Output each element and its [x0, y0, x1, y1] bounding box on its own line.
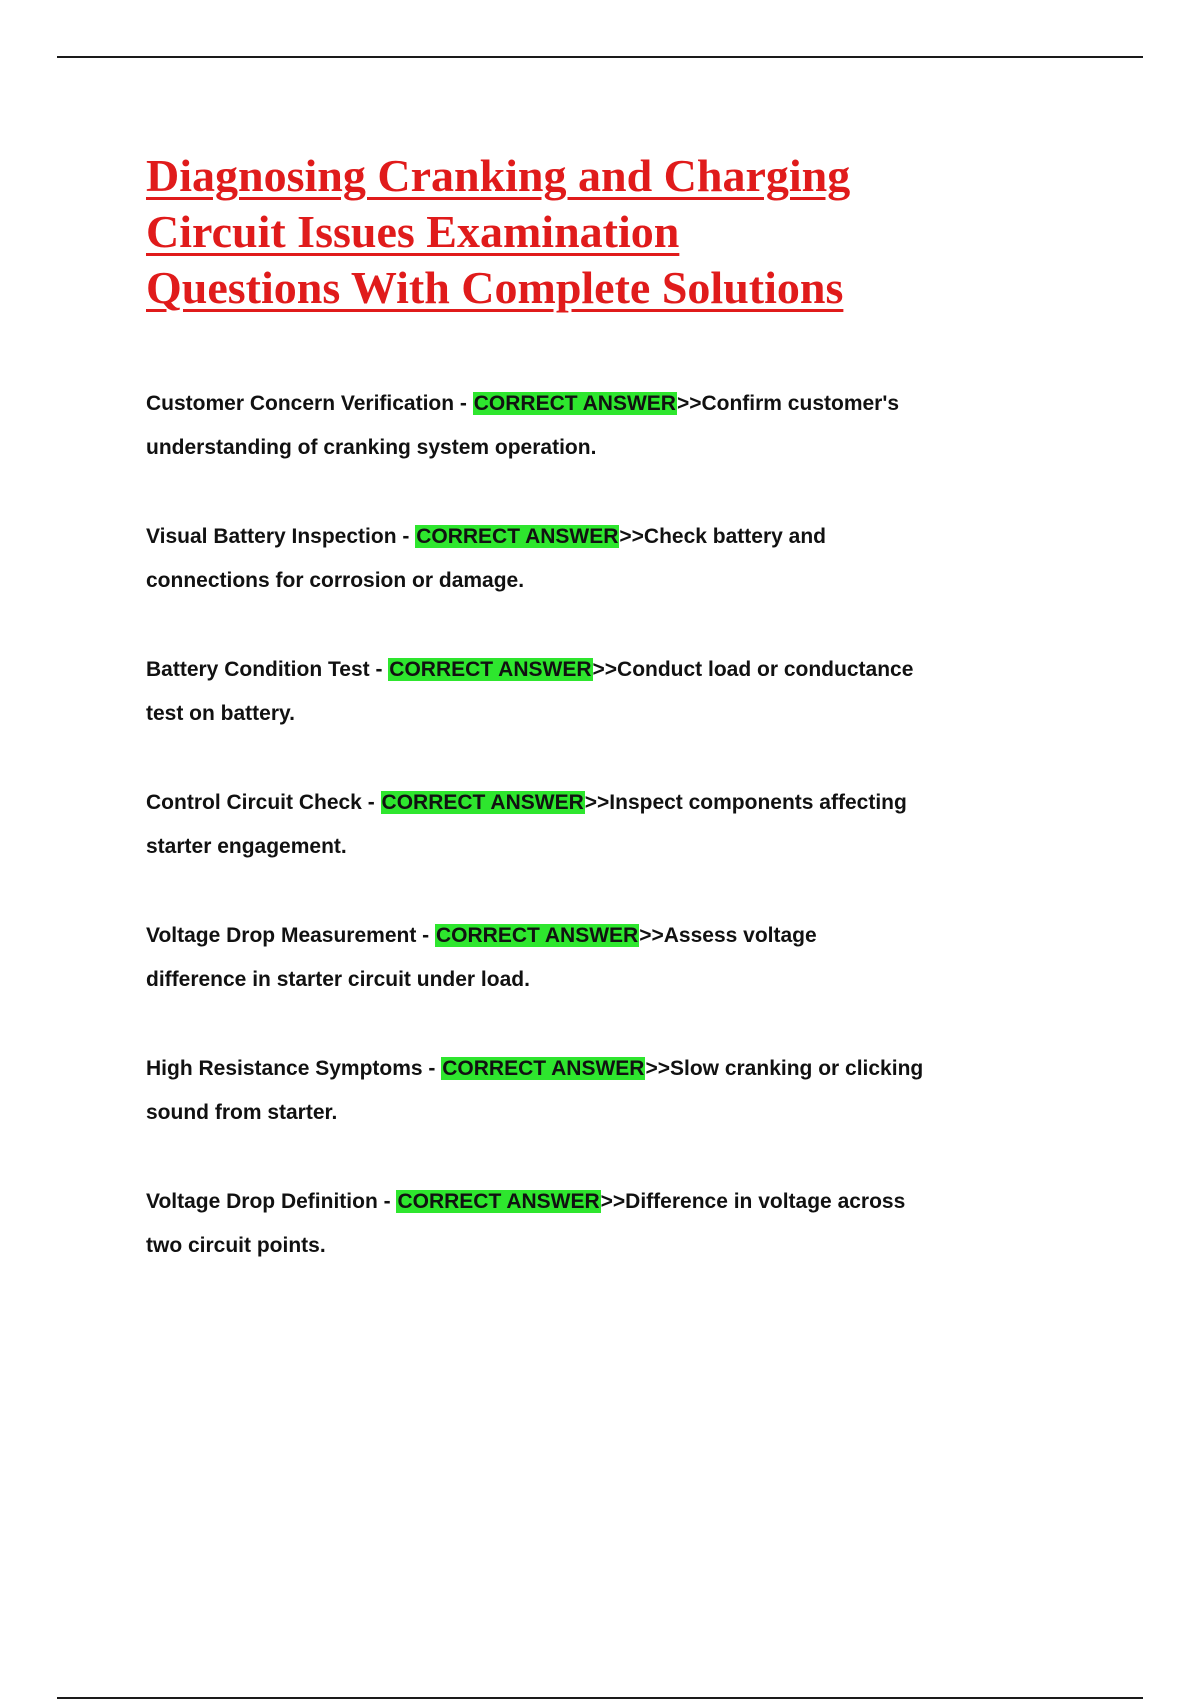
- qa-answer: >>Slow cranking or clicking: [645, 1057, 924, 1080]
- footer-rule: [57, 1697, 1143, 1699]
- correct-answer-tag: CORRECT ANSWER: [436, 924, 639, 947]
- title-line-3: Questions With Complete Solutions: [146, 262, 844, 313]
- title-line-1: Diagnosing Cranking and Charging: [146, 150, 851, 201]
- qa-answer-continued: test on battery.: [146, 702, 295, 725]
- qa-term: Visual Battery Inspection -: [146, 525, 416, 548]
- correct-answer-tag: CORRECT ANSWER: [381, 791, 584, 814]
- qa-answer-continued: sound from starter.: [146, 1101, 338, 1124]
- qa-answer-continued: connections for corrosion or damage.: [146, 569, 525, 592]
- qa-answer-continued: understanding of cranking system operation.: [146, 436, 597, 459]
- qa-answer-continued: starter engagement.: [146, 835, 347, 858]
- header-rule: [57, 56, 1143, 58]
- qa-answer: >>Inspect components affecting: [584, 791, 907, 814]
- correct-answer-tag: CORRECT ANSWER: [473, 392, 676, 415]
- qa-term: Voltage Drop Definition -: [146, 1190, 397, 1213]
- qa-answer: >>Conduct load or conductance: [592, 658, 914, 681]
- qa-term: High Resistance Symptoms -: [146, 1057, 442, 1080]
- qa-answer-continued: two circuit points.: [146, 1234, 326, 1257]
- qa-answer: >>Assess voltage: [639, 924, 817, 947]
- qa-answer-continued: difference in starter circuit under load.: [146, 968, 530, 991]
- qa-answer: >>Confirm customer's: [676, 392, 900, 415]
- title-line-2: Circuit Issues Examination: [146, 206, 680, 257]
- document-title: [146, 148, 926, 316]
- qa-item: [146, 382, 906, 515]
- qa-item: [146, 1047, 924, 1180]
- correct-answer-tag: CORRECT ANSWER: [442, 1057, 645, 1080]
- qa-item: [146, 914, 906, 1047]
- qa-term: Customer Concern Verification -: [146, 392, 473, 415]
- qa-answer: >>Difference in voltage across: [600, 1190, 906, 1213]
- qa-term: Control Circuit Check -: [146, 791, 381, 814]
- qa-term: Battery Condition Test -: [146, 658, 389, 681]
- qa-item: [146, 648, 914, 781]
- qa-list: [146, 382, 924, 1313]
- qa-item: [146, 1180, 906, 1313]
- qa-item: [146, 515, 906, 648]
- correct-answer-tag: CORRECT ANSWER: [416, 525, 619, 548]
- qa-answer: >>Check battery and: [619, 525, 826, 548]
- correct-answer-tag: CORRECT ANSWER: [397, 1190, 600, 1213]
- qa-item: [146, 781, 906, 914]
- qa-term: Voltage Drop Measurement -: [146, 924, 435, 947]
- correct-answer-tag: CORRECT ANSWER: [389, 658, 592, 681]
